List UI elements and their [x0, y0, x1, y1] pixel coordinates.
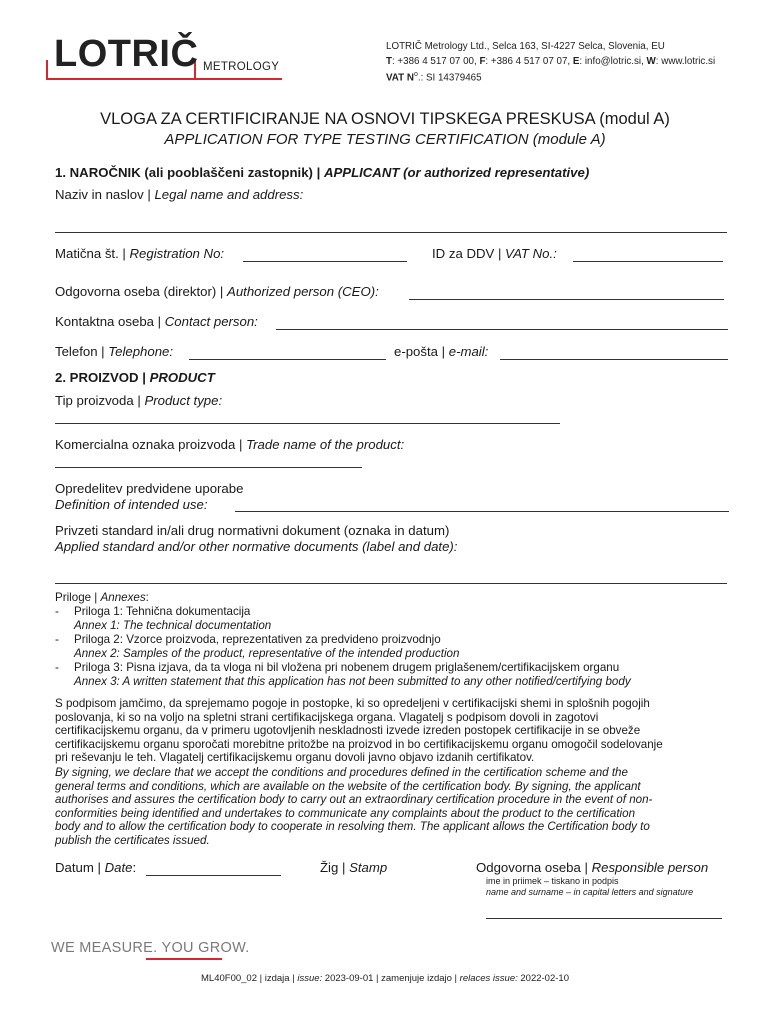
doc-issue-value: 2023-09-01 | zamenjuje izdajo |	[322, 973, 460, 984]
authorized-person-field[interactable]	[409, 299, 724, 300]
annexes-title-sl: Priloge |	[55, 591, 101, 604]
section1-heading	[55, 165, 589, 180]
legal-name-label-sl: Naziv in naslov |	[55, 187, 155, 202]
responsible-person-label	[476, 860, 708, 875]
logo-subtitle: METROLOGY	[203, 61, 280, 73]
statement-line: S podpisom jamčimo, da sprejemamo pogoje in postopke, ki so opredeljeni v certifikacijski shemi in splošnih pogojih	[55, 697, 650, 710]
responsible-person-label-en: Responsible person	[591, 860, 709, 875]
statement-line: By signing, we declare that we accept the conditions and procedures defined in the certification scheme and the	[55, 766, 628, 779]
vat-id-label-en: VAT No.:	[505, 246, 557, 261]
intended-use-label-sl: Opredelitev predvidene uporabe	[55, 481, 244, 496]
section2-heading	[55, 370, 215, 385]
authorized-person-label-sl: Odgovorna oseba (direktor) |	[55, 284, 228, 299]
telephone-field[interactable]	[189, 359, 386, 360]
registration-label	[55, 246, 224, 261]
contact-person-label-sl: Kontaktna oseba |	[55, 314, 165, 329]
vat-id-label	[432, 246, 557, 261]
logo-wordmark: LOTRIČ	[54, 33, 199, 75]
telephone-label-en: Telephone:	[108, 344, 174, 359]
contact-person-field[interactable]	[276, 329, 728, 330]
t-label: T	[386, 56, 392, 67]
annex-2-sl: Priloga 2: Vzorce proizvoda, reprezentativen za predvideno proizvodnjo	[74, 633, 441, 646]
email-label	[394, 344, 488, 359]
annex-3-en: Annex 3: A written statement that this application has not been submitted to any other notified/certifying body	[74, 675, 631, 688]
product-type-label	[55, 393, 222, 408]
slogan-part-b: YOU GROW.	[161, 940, 250, 956]
annex-bullet: -	[55, 633, 59, 646]
stamp-label	[320, 860, 387, 875]
w-value: : www.lotric.si	[655, 56, 716, 67]
section1-heading-en: APPLICANT (or authorized representative)	[323, 165, 590, 180]
stamp-label-sl: Žig |	[320, 860, 350, 875]
company-vat	[386, 71, 482, 83]
annex-2-en: Annex 2: Samples of the product, representative of the intended production	[74, 647, 460, 660]
statement-sl	[55, 697, 663, 765]
legal-name-label	[55, 187, 303, 202]
document-code	[0, 973, 770, 984]
email-label-en: e-mail:	[448, 344, 489, 359]
annexes-title-colon: :	[145, 591, 149, 604]
telephone-label-sl: Telefon |	[55, 344, 109, 359]
annex-3-sl: Priloga 3: Pisna izjava, da ta vloga ni bil vložena pri nobenem drugem priglašenem/certifikacijskem organu	[74, 661, 620, 674]
applied-standard-field[interactable]	[55, 583, 727, 584]
logo-red-rule-left	[46, 60, 48, 80]
f-label: F	[479, 56, 486, 67]
product-type-field[interactable]	[55, 423, 560, 424]
annex-bullet: -	[55, 661, 59, 674]
statement-line: authorises and assures the certification body to carry out an extraordinary certification procedure in the event of non-	[55, 793, 653, 807]
f-value: : +386 4 517 07 07,	[485, 56, 571, 67]
doc-issue-label: issue:	[297, 973, 323, 984]
vat-label: VAT N	[386, 72, 414, 84]
authorized-person-label	[55, 284, 379, 299]
email-field[interactable]	[500, 359, 728, 360]
date-label	[55, 860, 136, 875]
annexes-title-en: Annexes	[100, 591, 146, 604]
form-title: VLOGA ZA CERTIFICIRANJE NA OSNOVI TIPSKEGA PRESKUSA (modul A)	[100, 110, 670, 128]
product-type-label-sl: Tip proizvoda |	[55, 393, 145, 408]
section2-heading-sl: 2. PROIZVOD |	[55, 370, 150, 385]
e-label: E	[572, 56, 580, 67]
contact-person-label	[55, 314, 258, 329]
logo-red-rule-bottom	[46, 78, 282, 80]
registration-label-sl: Matična št. |	[55, 246, 130, 261]
statement-line: certifikacijskemu organu sporočati morebitne pritožbe na proizvod in bo certifikacijskemu organu omogočil sodelovanje	[55, 737, 663, 751]
signature-field[interactable]	[486, 918, 722, 919]
contact-person-label-en: Contact person:	[164, 314, 258, 329]
responsible-person-label-sl: Odgovorna oseba |	[476, 860, 592, 875]
telephone-label	[55, 344, 173, 359]
company-phones	[386, 56, 715, 67]
slogan	[51, 940, 250, 956]
statement-line: poslovanja, ki so na voljo na spletni strani certifikacijskega organa. Vlagatelj s podpisom dovoli in zagotovi	[55, 710, 599, 724]
date-label-sl: Datum |	[55, 860, 105, 875]
slogan-underline	[146, 958, 222, 960]
e-value: : info@lotric.si,	[579, 56, 644, 67]
annex-1-en: Annex 1: The technical documentation	[74, 619, 272, 632]
annex-bullet: -	[55, 605, 59, 618]
doc-replaces-value: 2022-02-10	[517, 973, 569, 984]
annex-1-sl: Priloga 1: Tehnična dokumentacija	[74, 605, 251, 618]
applied-standard-label-sl: Privzeti standard in/ali drug normativni dokument (oznaka in datum)	[55, 523, 450, 538]
stamp-label-en: Stamp	[349, 860, 388, 875]
trade-name-label-en: Trade name of the product:	[246, 437, 405, 452]
responsible-person-hint-en: name and surname – in capital letters and signature	[486, 887, 694, 897]
statement-line: pri reševanju le teh. Vlagatelj certifikacijskemu organu dovoli javno objavo izdanih certifikatov.	[55, 751, 535, 765]
legal-name-label-en: Legal name and address:	[154, 187, 304, 202]
annexes-title	[55, 591, 149, 604]
authorized-person-label-en: Authorized person (CEO):	[227, 284, 379, 299]
form-subtitle: APPLICATION FOR TYPE TESTING CERTIFICATION (module A)	[164, 131, 606, 148]
doc-replaces-label: relaces issue:	[459, 973, 518, 984]
trade-name-label	[55, 437, 404, 452]
trade-name-field[interactable]	[55, 467, 362, 468]
vat-id-field[interactable]	[573, 261, 723, 262]
trade-name-label-sl: Komercialna oznaka proizvoda |	[55, 437, 247, 452]
vat-sup: o	[413, 71, 418, 78]
registration-field[interactable]	[243, 261, 407, 262]
applied-standard-label-en: Applied standard and/or other normative documents (label and date):	[55, 539, 458, 554]
statement-line: certifikacijskemu organu, da v primeru ugotovljenih neskladnosti izvede izreden postopek certifikacije in se obveže	[55, 724, 641, 738]
date-label-en: Date	[104, 860, 133, 875]
intended-use-label-en: Definition of intended use:	[55, 497, 208, 512]
date-field[interactable]	[146, 875, 281, 876]
responsible-person-hint-sl: ime in priimek – tiskano in podpis	[486, 876, 619, 886]
statement-line: body and to allow the certification body to cooperate in resolving them. The applicant allows the Certification body to	[55, 820, 650, 834]
statement-line: general terms and conditions, which are available on the website of the certification body. By signing, the applicant	[55, 779, 641, 793]
doc-code: ML40F00_02 | izdaja |	[201, 973, 298, 984]
registration-label-en: Registration No:	[129, 246, 225, 261]
email-label-sl: e-pošta |	[394, 344, 449, 359]
section2-heading-en: PRODUCT	[149, 370, 215, 385]
statement-line: publish the certificates issued.	[55, 833, 210, 847]
date-label-colon: :	[132, 860, 137, 875]
company-address: LOTRIČ Metrology Ltd., Selca 163, SI-4227 Selca, Slovenia, EU	[386, 41, 665, 52]
slogan-part-a: WE MEASURE.	[51, 940, 162, 956]
product-type-label-en: Product type:	[144, 393, 223, 408]
statement-line: conformities being identified and undertakes to communicate any complaints about the product to the certification	[55, 806, 636, 820]
vat-id-label-sl: ID za DDV |	[432, 246, 506, 261]
t-value: : +386 4 517 07 00,	[391, 56, 477, 67]
intended-use-field[interactable]	[235, 511, 729, 512]
w-label: W	[646, 56, 656, 67]
legal-name-field[interactable]	[55, 232, 727, 233]
vat-value: .: SI 14379465	[417, 72, 482, 84]
section1-heading-sl: 1. NAROČNIK (ali pooblaščeni zastopnik) |	[55, 165, 324, 180]
statement-en	[55, 766, 652, 848]
